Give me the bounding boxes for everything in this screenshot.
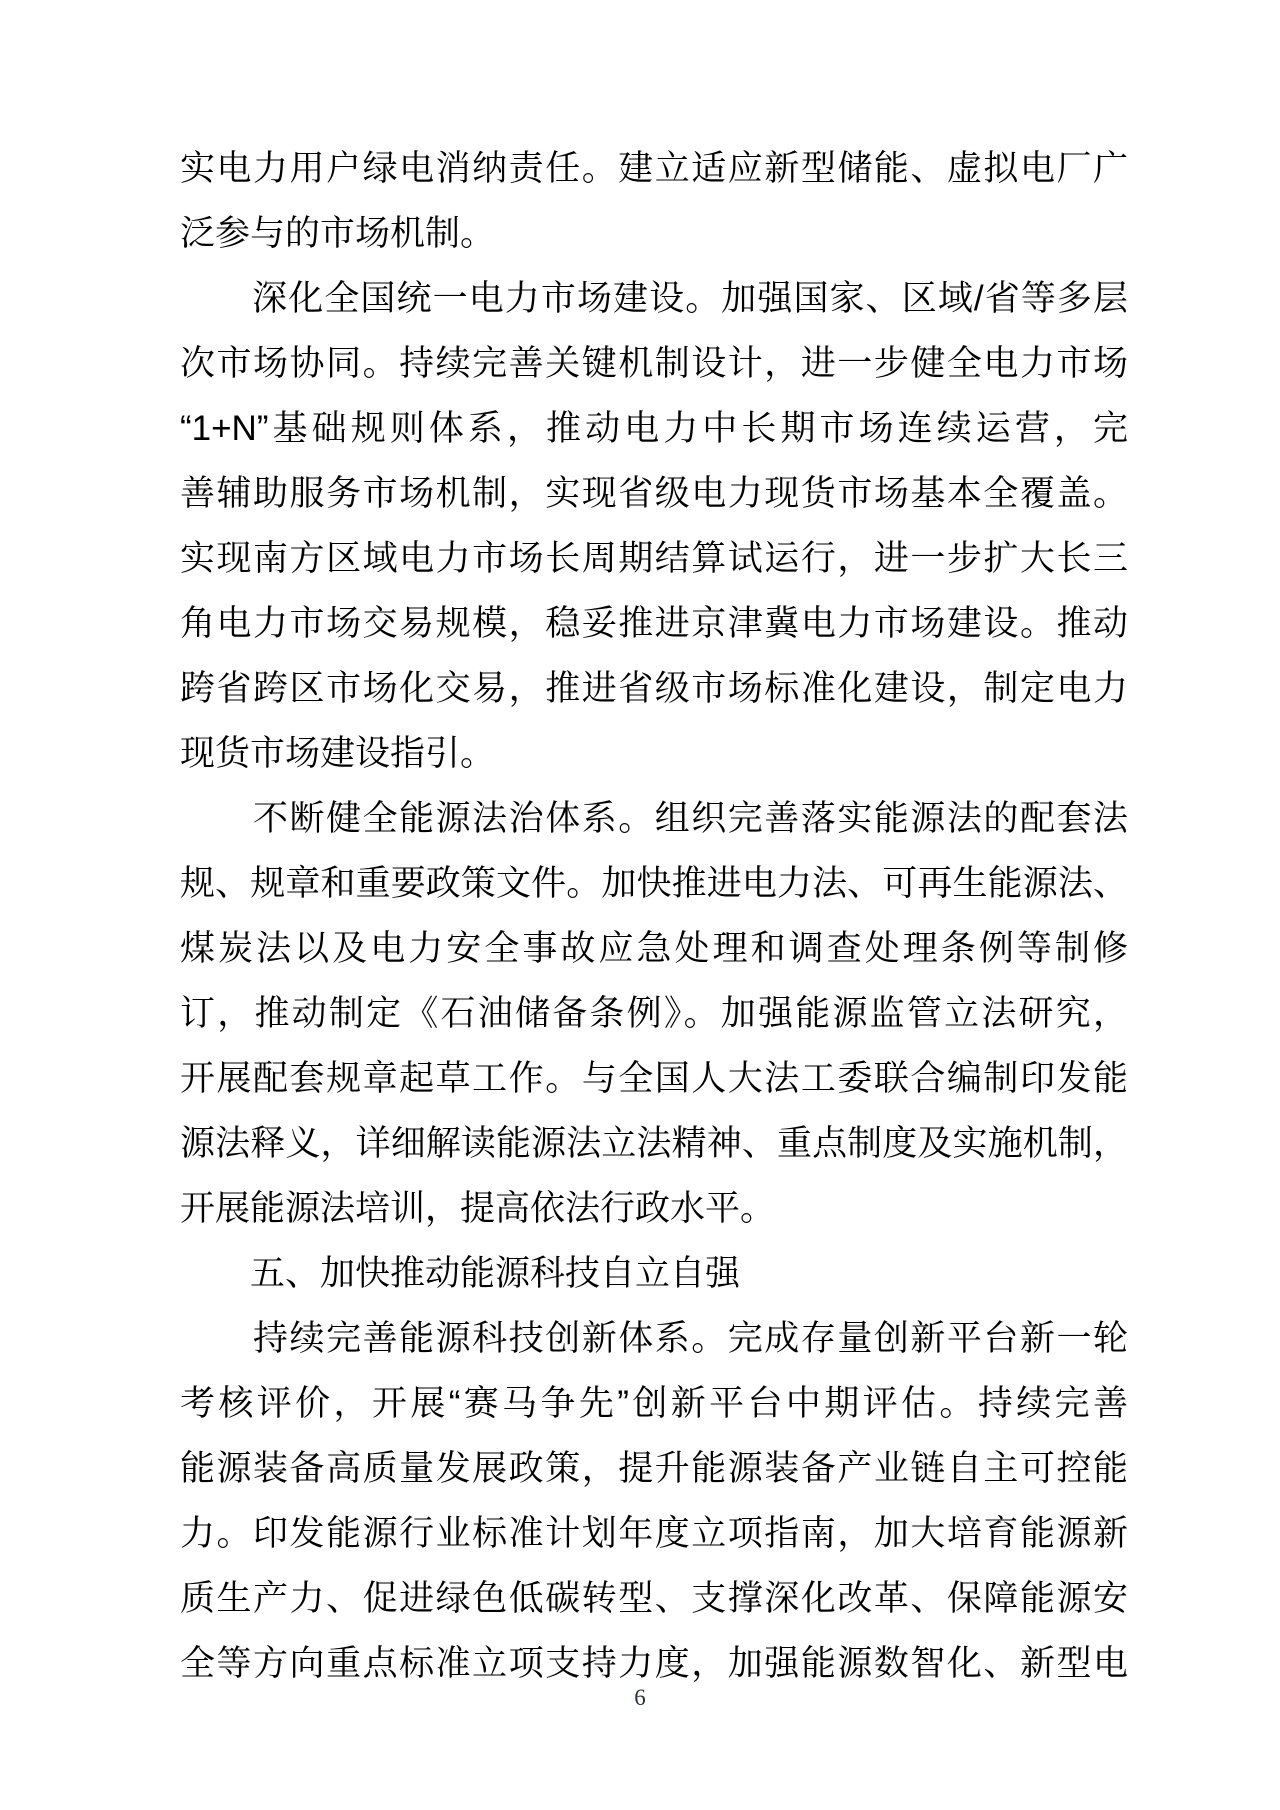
text-line: 实电力用户绿电消纳责任。建立适应新型储能、虚拟电厂广: [180, 149, 1128, 188]
text-line: 持续完善能源科技创新体系。完成存量创新平台新一轮: [180, 1319, 1128, 1358]
text-line: 全等方向重点标准立项支持力度，加强能源数智化、新型电: [180, 1644, 1128, 1683]
text-line: 泛参与的市场机制。: [180, 214, 496, 253]
text-line: 订，推动制定《石油储备条例》。加强能源监管立法研究，: [180, 994, 1128, 1033]
text-line: 能源装备高质量发展政策，提升能源装备产业链自主可控能: [180, 1449, 1128, 1488]
text-line: 考核评价，开展“赛马争先”创新平台中期评估。持续完善: [180, 1384, 1128, 1423]
text-line: “1+N”基础规则体系，推动电力中长期市场连续运营，完: [180, 409, 1128, 448]
text-line: 煤炭法以及电力安全事故应急处理和调查处理条例等制修: [180, 929, 1128, 968]
text-line: 开展配套规章起草工作。与全国人大法工委联合编制印发能: [180, 1059, 1128, 1098]
text-line: 规、规章和重要政策文件。加快推进电力法、可再生能源法、: [180, 864, 1128, 903]
section-heading: 五、加快推动能源科技自立自强: [180, 1254, 741, 1293]
text-line: 现货市场建设指引。: [180, 734, 496, 773]
text-line: 源法释义，详细解读能源法立法精神、重点制度及实施机制，: [180, 1124, 1128, 1163]
text-line: 不断健全能源法治体系。组织完善落实能源法的配套法: [180, 799, 1128, 838]
text-line: 角电力市场交易规模，稳妥推进京津冀电力市场建设。推动: [180, 604, 1128, 643]
text-line: 深化全国统一电力市场建设。加强国家、区域/省等多层: [180, 279, 1128, 318]
text-line: 质生产力、促进绿色低碳转型、支撑深化改革、保障能源安: [180, 1579, 1128, 1618]
text-line: 次市场协同。持续完善关键机制设计，进一步健全电力市场: [180, 344, 1128, 383]
text-line: 善辅助服务市场机制，实现省级电力现货市场基本全覆盖。: [180, 474, 1128, 513]
text-line: 力。印发能源行业标准计划年度立项指南，加大培育能源新: [180, 1514, 1128, 1553]
document-text-block: [180, 136, 1128, 1696]
text-line: 开展能源法培训，提高依法行政水平。: [180, 1189, 776, 1228]
text-line: 跨省跨区市场化交易，推进省级市场标准化建设，制定电力: [180, 669, 1128, 708]
page-number: 6: [634, 1685, 646, 1710]
text-line: 实现南方区域电力市场长周期结算试运行，进一步扩大长三: [180, 539, 1128, 578]
